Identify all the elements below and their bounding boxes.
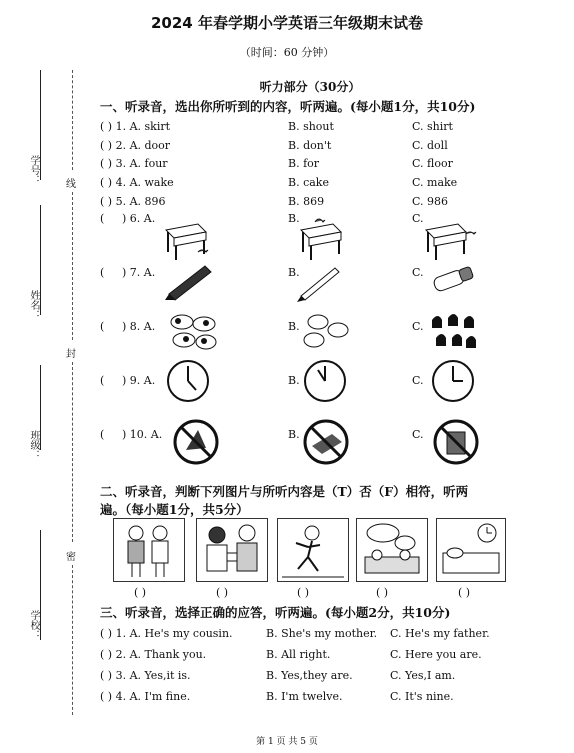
- name-line: [40, 205, 41, 315]
- ducks-icon: [428, 310, 478, 352]
- question-4: ( ) 4. A. wake: [100, 176, 174, 189]
- sleeping-picture: [436, 518, 506, 582]
- question-s3-2: ( ) 2. A. Thank you.: [100, 648, 207, 661]
- paren-9: (: [100, 374, 105, 387]
- option-8b: B.: [288, 320, 300, 333]
- question-6: ) 6. A.: [122, 212, 156, 225]
- page-number: 第 1 页 共 5 页: [256, 737, 318, 747]
- option-2c: C. doll: [412, 139, 448, 152]
- question-3: ( ) 3. A. four: [100, 157, 168, 170]
- crayon-icon: [165, 260, 215, 300]
- cut-line: [72, 192, 73, 340]
- no-trash-icon: [432, 418, 480, 466]
- paren-7: (: [100, 266, 105, 279]
- option-3c: C. floor: [412, 157, 453, 170]
- cut-line: [72, 362, 73, 542]
- option-s3-3b: B. Yes,they are.: [266, 669, 353, 682]
- dinner-picture: [356, 518, 428, 582]
- page-title: 2024 年春学期小学英语三年级期末试卷: [151, 14, 423, 32]
- option-5c: C. 986: [412, 195, 449, 208]
- option-8c: C.: [412, 320, 424, 333]
- option-s3-4c: C. It's nine.: [390, 690, 454, 703]
- class-label: 班级：: [28, 430, 39, 460]
- paren-10: (: [100, 428, 105, 441]
- option-6b: B.: [288, 212, 300, 225]
- option-s3-2c: C. Here you are.: [390, 648, 482, 661]
- question-5: ( ) 5. A. 896: [100, 195, 166, 208]
- time-note: （时间：60 分钟）: [239, 46, 335, 59]
- section2-heading-line2: 遍。（每小题1分，共5分）: [100, 502, 249, 517]
- question-8: ) 8. A.: [122, 320, 156, 333]
- option-7b: B.: [288, 266, 300, 279]
- option-9c: C.: [412, 374, 424, 387]
- option-4c: C. make: [412, 176, 458, 189]
- student-no-label: 学号：: [28, 155, 39, 185]
- sharing-picture: [196, 518, 268, 582]
- part-title: 听力部分（30分）: [259, 80, 361, 94]
- option-5b: B. 869: [288, 195, 325, 208]
- school-line: [40, 530, 41, 640]
- pigs-icon: [300, 310, 350, 352]
- question-s3-4: ( ) 4. A. I'm fine.: [100, 690, 191, 703]
- running-picture: [277, 518, 349, 582]
- option-10c: C.: [412, 428, 424, 441]
- section3-heading: 三、听录音，选择正确的应答，听两遍。(每小题2分，共10分): [100, 605, 451, 620]
- option-1c: C. shirt: [412, 120, 453, 133]
- option-7c: C.: [412, 266, 424, 279]
- glue-icon: [428, 264, 478, 298]
- name-label: 姓名：: [28, 290, 39, 320]
- question-9: ) 9. A.: [122, 374, 156, 387]
- option-9b: B.: [288, 374, 300, 387]
- option-s3-2b: B. All right.: [266, 648, 331, 661]
- answer-blank[interactable]: ( ): [216, 586, 229, 599]
- no-book-icon: [302, 418, 350, 466]
- paren-8: (: [100, 320, 105, 333]
- question-2: ( ) 2. A. door: [100, 139, 171, 152]
- clock-icon: [165, 358, 211, 404]
- answer-blank[interactable]: ( ): [376, 586, 389, 599]
- paren-6: (: [100, 212, 105, 225]
- answer-blank[interactable]: ( ): [297, 586, 310, 599]
- seal-mark-seal: 封: [66, 349, 76, 360]
- desk-bird-icon: [160, 212, 210, 262]
- question-s3-3: ( ) 3. A. Yes,it is.: [100, 669, 191, 682]
- option-3b: B. for: [288, 157, 320, 170]
- option-6c: C.: [412, 212, 424, 225]
- option-s3-3c: C. Yes,I am.: [390, 669, 456, 682]
- desk-bird-icon: [295, 212, 345, 262]
- option-10b: B.: [288, 428, 300, 441]
- question-7: ) 7. A.: [122, 266, 156, 279]
- two-people-picture: [113, 518, 185, 582]
- class-line: [40, 365, 41, 450]
- clock-icon: [430, 358, 476, 404]
- option-s3-1c: C. He's my father.: [390, 627, 490, 640]
- clock-icon: [302, 358, 348, 404]
- option-4b: B. cake: [288, 176, 329, 189]
- pencil-icon: [295, 262, 345, 302]
- desk-bird-icon: [420, 212, 470, 262]
- section1-heading: 一、听录音，选出你所听到的内容，听两遍。(每小题1分，共10分): [100, 99, 476, 114]
- option-s3-4b: B. I'm twelve.: [266, 690, 343, 703]
- cows-icon: [168, 310, 218, 352]
- school-label: 学校：: [28, 610, 39, 640]
- cut-line: [72, 565, 73, 715]
- question-1: ( ) 1. A. skirt: [100, 120, 171, 133]
- option-1b: B. shout: [288, 120, 334, 133]
- seal-mark-line: 线: [66, 179, 76, 190]
- seal-mark-secret: 密: [66, 552, 76, 563]
- answer-blank[interactable]: ( ): [134, 586, 147, 599]
- option-s3-1b: B. She's my mother.: [266, 627, 378, 640]
- no-litter-icon: [172, 418, 220, 466]
- question-s3-1: ( ) 1. A. He's my cousin.: [100, 627, 233, 640]
- section2-heading-line1: 二、听录音，判断下列图片与所听内容是（T）否（F）相符，听两: [100, 484, 469, 499]
- option-2b: B. don't: [288, 139, 332, 152]
- answer-blank[interactable]: ( ): [458, 586, 471, 599]
- question-10: ) 10. A.: [122, 428, 163, 441]
